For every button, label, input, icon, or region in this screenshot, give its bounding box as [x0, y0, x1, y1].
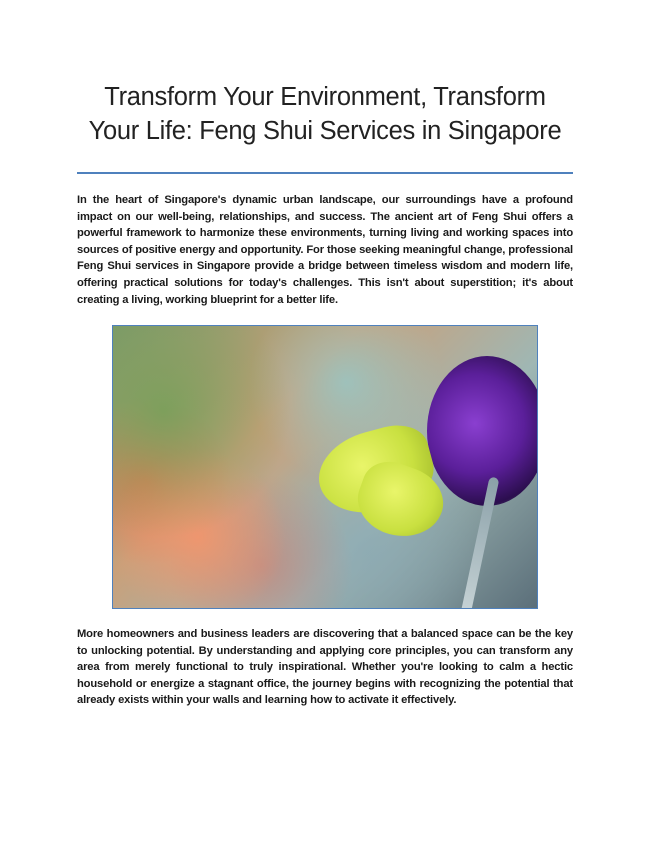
body-paragraph: More homeowners and business leaders are discovering that a balanced space can be the key to unlocking potential. By understanding and applying core principles, you can transform any area from merely functional to truly inspirational. Whether you're looking to calm a hectic household or energize a stagnant office, the journey begins with recognizing the potential that already exists within your walls and learning how to activate it effectively. — [77, 628, 573, 707]
purple-flower — [427, 356, 538, 506]
title-divider — [77, 172, 573, 174]
page-title — [40, 80, 610, 148]
title-line-1: Transform Your Environment, Transform — [104, 83, 546, 111]
butterfly-photo — [112, 325, 538, 609]
intro-paragraph: In the heart of Singapore's dynamic urban landscape, our surroundings have a profound impact on our well-being, relationships, and success. The ancient art of Feng Shui offers a powerful framework to harmonize these environments, turning living and working spaces into sources of positive energy and opportunity. For those seeking meaningful change, professional Feng Shui services in Singapore provide a bridge between timeless wisdom and modern life, offering practical solutions for today's challenges. This isn't about superstition; it's about creating a living, working blueprint for a better life. — [77, 194, 573, 306]
title-line-2: Your Life: Feng Shui Services in Singapore — [88, 117, 562, 145]
